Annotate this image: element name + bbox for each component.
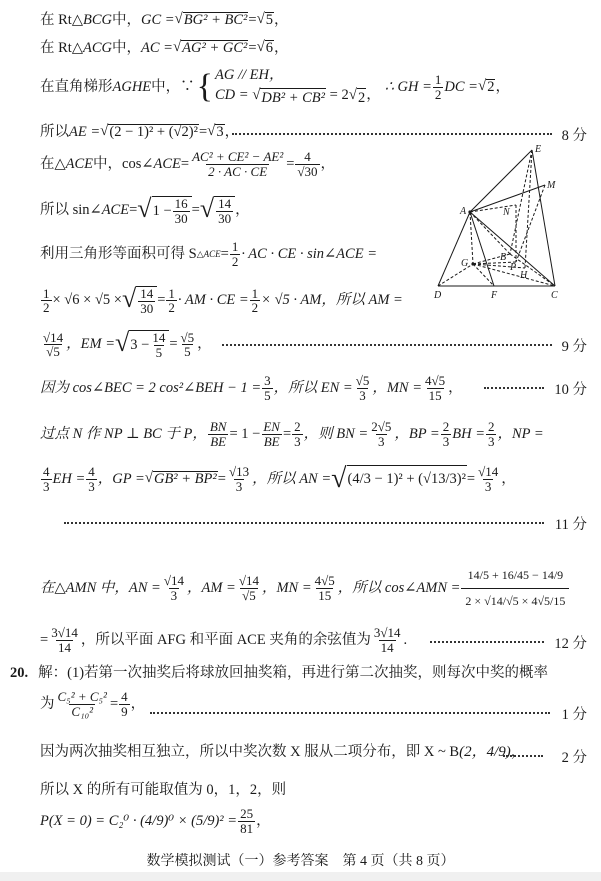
denominator: 30: [140, 300, 154, 316]
numerator: AC² + CE² − AE²: [192, 149, 284, 164]
numerator: 14: [152, 330, 166, 345]
math: ，所以 AN =: [252, 470, 332, 487]
question-number: 20.: [10, 665, 29, 681]
denominator: 5: [264, 387, 271, 403]
label-a: A: [460, 206, 467, 217]
text: =: [198, 123, 208, 140]
numerator: 14: [218, 196, 232, 211]
text: 中，: [111, 39, 141, 56]
radicand: (4/3 − 1)² + (√13/3)²: [347, 465, 467, 493]
label-f: F: [491, 290, 498, 301]
text: =: [466, 470, 476, 487]
denominator: 3: [484, 478, 492, 494]
text: 解：(1)若第一次抽奖后将球放回抽奖箱，再进行第二次抽奖，则每次中奖的概率: [38, 665, 549, 681]
label-d: D: [434, 290, 442, 301]
denominator: 3: [487, 433, 495, 449]
math: ，则 BN =: [303, 425, 369, 442]
angle-name: ACE: [101, 202, 130, 219]
denominator: √5: [46, 344, 60, 360]
radicand: 5: [265, 12, 274, 28]
text: 所以 X 的所有可能取值为 0，1，2，则: [40, 782, 287, 798]
numerator: 14/5 + 16/45 − 14/9: [467, 568, 564, 582]
text: =: [248, 11, 257, 28]
denominator: 30: [174, 210, 188, 226]
text: =: [286, 155, 295, 172]
math: (2，4/9): [459, 744, 511, 760]
text: ，: [130, 695, 146, 712]
denominator: 9: [121, 703, 128, 719]
label-c: C: [551, 290, 558, 301]
text: ，: [235, 202, 250, 219]
denominator: 81: [240, 820, 254, 836]
denominator: 5: [184, 344, 191, 360]
label-p: P: [510, 262, 517, 273]
denominator: 2: [251, 300, 259, 316]
math: ，NP =: [497, 425, 544, 442]
system-row: AG // EH，: [215, 67, 284, 83]
math: ，所以 EN =: [273, 379, 353, 396]
text: ，: [495, 78, 510, 95]
denominator: 3: [170, 587, 178, 603]
radicand: DB² + CB²: [260, 88, 326, 109]
numerator: √14: [43, 329, 64, 345]
sqrt: √ 2: [349, 88, 366, 109]
numerator: 14: [140, 286, 154, 301]
denominator: 14: [380, 639, 394, 655]
math: 因为 cos∠BEC = 2 cos²∠BEH − 1 =: [40, 379, 262, 396]
text: ，: [274, 39, 289, 56]
text: .: [403, 631, 408, 648]
math: × √5 · AM，所以 AM =: [261, 292, 403, 309]
angle-name: ACE: [153, 155, 181, 172]
denominator: 2: [43, 300, 50, 316]
text: 所以: [40, 123, 69, 140]
text: 所以 sin∠: [40, 202, 102, 219]
denominator: 14: [58, 639, 71, 655]
text: =: [282, 425, 292, 442]
sqrt: √ 5: [256, 11, 274, 28]
sqrt: √ DB² + CB²: [252, 88, 326, 109]
radicand: GB² + BP²: [153, 471, 217, 488]
numerator: 2: [442, 419, 450, 434]
text: 利用三角形等面积可得 S: [40, 245, 197, 262]
text: =: [191, 202, 200, 219]
numerator: 4: [304, 149, 311, 164]
text: 因为两次抽奖相互独立，所以中奖次数 X 服从二项分布，即 X ~ B: [40, 744, 460, 761]
denominator: 2: [231, 253, 239, 269]
math: GC =: [140, 11, 175, 28]
label-g: G: [461, 258, 469, 269]
denominator: 3: [88, 478, 95, 494]
text: =: [157, 292, 166, 309]
score-1: 1 分: [561, 707, 587, 723]
numerator: 1: [434, 71, 442, 87]
text: =: [248, 39, 257, 56]
triangle-name: BCG: [82, 11, 112, 28]
text: ，: [256, 812, 271, 829]
denominator: √30: [297, 163, 318, 179]
denominator: 3: [294, 433, 301, 449]
text: 为: [40, 695, 55, 712]
brace: {: [196, 68, 213, 106]
label-e: E: [535, 144, 542, 155]
text: 中，∵: [151, 78, 195, 95]
math: AE =: [69, 123, 101, 140]
math: P(X = 0) = C₂⁰ · (4/9)⁰ × (5/9)² =: [40, 812, 238, 829]
denominator: 2: [434, 86, 442, 102]
radicand: BG² + BC²: [183, 12, 248, 28]
text: 在直角梯形: [40, 78, 113, 95]
numerator: √14: [163, 572, 184, 588]
denominator: 2 × √14/√5 × 4√5/15: [461, 588, 569, 612]
denominator: C₁₀²: [71, 703, 94, 719]
sqrt: √ (2 − 1)² + (√2)²: [100, 123, 198, 140]
text: ，: [320, 155, 336, 172]
text: ，: [366, 86, 381, 103]
text: = 1 −: [229, 425, 261, 442]
triangle-name: ACE: [65, 155, 94, 172]
numerator: 2: [487, 419, 495, 434]
numerator: 1: [231, 239, 239, 254]
text: =: [169, 336, 178, 353]
math: ，所以 cos∠AMN =: [337, 579, 461, 596]
numerator: √5: [180, 329, 195, 345]
sqrt: √ 1 − $\frac{16}{30}$: [137, 196, 191, 225]
text: ，: [501, 470, 516, 487]
score-12: 12 分: [554, 636, 587, 652]
text: 在 Rt△: [40, 11, 83, 28]
radicand: 2: [487, 79, 495, 96]
math: CD =: [215, 86, 253, 103]
text: = 2: [326, 86, 349, 103]
numerator: 4√5: [425, 373, 446, 388]
numerator: 4: [43, 464, 50, 479]
numerator: 1: [168, 285, 175, 301]
sqrt: √ (4/3 − 1)² + (√13/3)²: [331, 463, 466, 495]
math: ∴ GH =: [384, 78, 432, 95]
denominator: 30: [218, 210, 232, 226]
numerator: 4: [88, 464, 95, 479]
math: BH =: [452, 425, 485, 442]
numerator: 4√5: [314, 572, 335, 588]
denominator: 15: [318, 587, 332, 603]
numerator: 2: [294, 419, 301, 434]
math: ，AM =: [186, 579, 236, 596]
text: ，: [224, 123, 240, 140]
denominator: 3: [378, 433, 385, 449]
math: ，BP =: [394, 425, 440, 442]
radicand: 30: [304, 163, 318, 179]
subscript: △ACE: [196, 248, 221, 259]
denominator: BE: [263, 433, 280, 449]
text: × √6 × √5 ×: [52, 292, 122, 309]
numerator: 3√14: [373, 625, 401, 640]
radicand: 2: [357, 88, 366, 109]
denominator: 3: [235, 478, 243, 494]
text: =: [129, 202, 138, 219]
numerator: 3: [264, 373, 271, 388]
math: DC =: [444, 78, 478, 95]
sqrt: √ AG² + GC²: [172, 39, 248, 56]
text: 中，cos∠: [93, 155, 154, 172]
numerator: 25: [240, 806, 254, 821]
score-10: 10 分: [554, 382, 587, 398]
numerator: √13: [228, 464, 250, 479]
text: 在△: [40, 155, 66, 172]
triangle-name: ACG: [82, 39, 112, 56]
text: 在 Rt△: [40, 39, 83, 56]
numerator: 1: [251, 285, 259, 301]
text: 3 −: [130, 336, 150, 353]
numerator: 16: [174, 196, 188, 211]
math: EH =: [52, 470, 86, 487]
text: =: [109, 695, 119, 712]
sqrt: √ 2: [477, 78, 495, 96]
sqrt: √ $\frac{14}{30}$: [122, 286, 157, 315]
numerator: 4: [121, 689, 128, 704]
numerator: BN: [209, 419, 227, 434]
denominator: 2 · AC · CE: [208, 163, 268, 179]
radicand: 3: [216, 124, 224, 140]
text: 中，: [111, 11, 141, 28]
denominator: 5: [155, 344, 163, 360]
math: AC =: [140, 39, 173, 56]
score-9: 9 分: [561, 339, 587, 355]
page-footer: 数学模拟测试（一）参考答案 第 4 页（共 8 页）: [146, 854, 455, 869]
text: =: [220, 245, 229, 262]
math: · AC · CE · sin∠ACE =: [241, 245, 377, 262]
numerator: √14: [478, 464, 499, 479]
label-h: H: [520, 270, 528, 281]
text: =: [217, 470, 226, 487]
text: ，: [510, 744, 526, 761]
numerator: 3√14: [51, 625, 78, 640]
label-b: B: [500, 252, 507, 263]
denominator: 3: [43, 478, 50, 494]
text: 1 −: [152, 202, 172, 219]
denominator: 3: [442, 433, 450, 449]
numerator: C₅² + C₅²: [57, 689, 107, 704]
text: =: [40, 631, 49, 648]
math: · AM · CE =: [177, 292, 249, 309]
score-2: 2 分: [561, 750, 587, 766]
denominator: 3: [359, 387, 366, 403]
denominator: √5: [242, 587, 256, 603]
math: ，MN =: [372, 379, 422, 396]
numerator: √14: [238, 572, 259, 588]
text: =: [180, 155, 190, 172]
math: 过点 N 作 NP ⊥ BC 于 P，: [40, 425, 207, 442]
label-m: M: [547, 180, 556, 191]
radicand: AG² + GC²: [182, 40, 248, 56]
denominator: 2: [168, 300, 175, 316]
label-n: N: [503, 207, 510, 218]
text: ，: [448, 379, 463, 396]
numerator: EN: [263, 419, 280, 434]
numerator: 2√5: [371, 419, 392, 434]
math: ，GP =: [97, 470, 145, 487]
sqrt: √ BG² + BC²: [174, 11, 248, 28]
sqrt: √ 3 − $\frac{14}{5}$: [115, 330, 169, 359]
text: ，: [274, 11, 289, 28]
radicand: 6: [265, 40, 274, 56]
sqrt: √ GB² + BP²: [144, 470, 217, 488]
radicand: (2 − 1)² + (√2)²: [109, 124, 198, 140]
math: ，MN =: [261, 579, 312, 596]
math: 在△AMN 中，AN =: [40, 579, 161, 596]
numerator: 1: [43, 285, 50, 301]
text: ，所以平面 AFG 和平面 ACE 夹角的余弦值为: [80, 631, 371, 648]
score-8: 8 分: [561, 128, 587, 144]
denominator: BE: [210, 433, 227, 449]
shape-name: AGHE: [112, 78, 152, 95]
sqrt: √ $\frac{14}{30}$: [200, 196, 235, 225]
math: ，EM =: [66, 336, 115, 353]
sqrt: √ 6: [256, 39, 274, 56]
text: ，: [197, 336, 212, 353]
numerator: √5: [355, 373, 370, 388]
score-11: 11 分: [554, 517, 587, 533]
sqrt: √ 3: [207, 123, 224, 140]
denominator: 15: [428, 387, 442, 403]
